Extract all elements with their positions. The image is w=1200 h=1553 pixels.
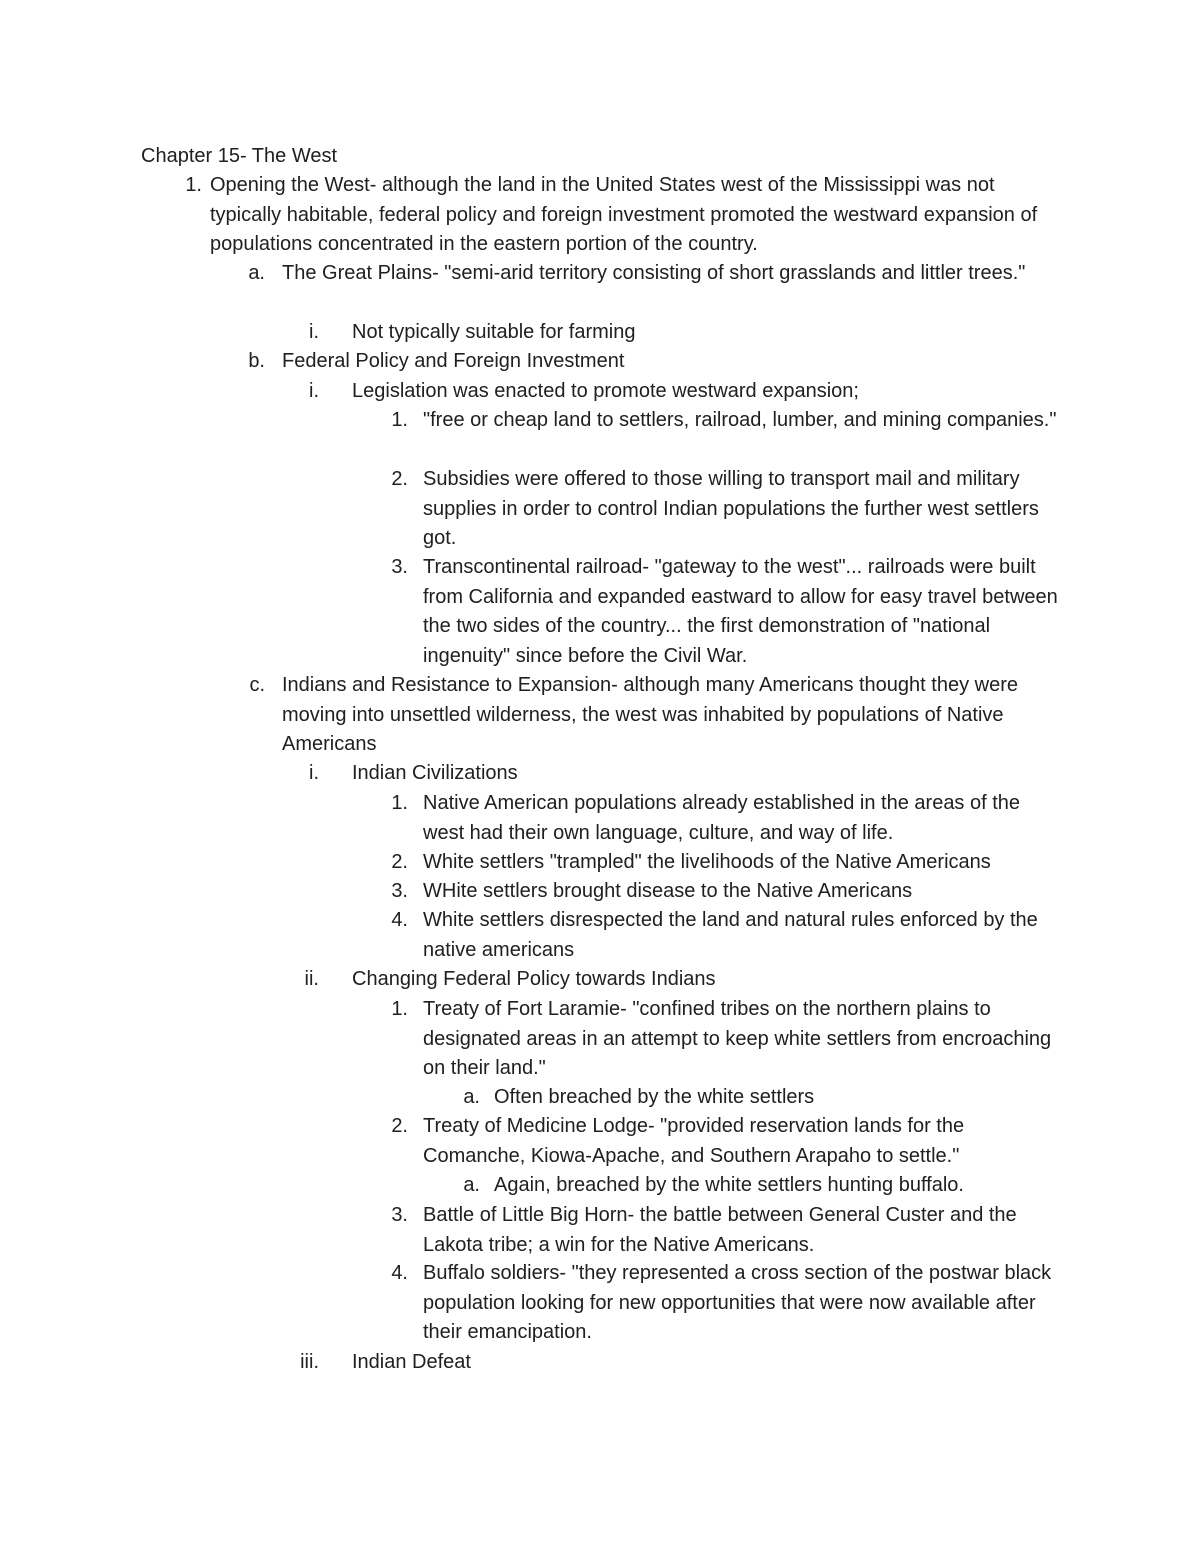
list-marker: i. (309, 380, 319, 402)
list-item-text: Federal Policy and Foreign Investment (282, 350, 625, 372)
list-item-text: Often breached by the white settlers (494, 1086, 815, 1108)
list-marker: c. (249, 674, 265, 696)
outline-item (463, 1083, 1054, 1113)
list-item-text: Battle of Little Big Horn- the battle between General Custer and the Lakota tribe; a win for the Native Americans. (423, 1204, 1017, 1256)
outline-item (248, 259, 1062, 289)
list-item-text: Buffalo soldiers- "they represented a cross section of the postwar black population looking for new opportunities that were now available after their emancipation. (423, 1262, 1052, 1343)
list-item-text: Subsidies were offered to those willing to transport mail and military supplies in order to control Indian populations the further west settlers got. (423, 468, 1039, 549)
list-item-text: Treaty of Fort Laramie- "confined tribes on the northern plains to designated areas in an attempt to keep white settlers from encroaching on their land." (423, 998, 1052, 1079)
list-item-text: Native American populations already established in the areas of the west had their own language, culture, and way of life. (423, 792, 1021, 844)
list-marker: 1. (391, 998, 408, 1020)
list-marker: b. (248, 350, 265, 372)
outline-item (391, 789, 1063, 848)
list-item-text: Not typically suitable for farming (352, 321, 636, 343)
outline-item (309, 318, 1062, 348)
list-item-text: White settlers "trampled" the livelihoods of the Native Americans (423, 851, 991, 873)
list-marker: a. (463, 1086, 480, 1108)
outline-item (391, 1259, 1063, 1348)
outline-item (391, 848, 1063, 878)
outline-item (304, 965, 1062, 995)
list-item-text: Indian Civilizations (352, 762, 518, 784)
list-item-text: Transcontinental railroad- "gateway to the west"... railroads were built from California and expanded eastward to allow for easy travel between the two sides of the country... the first demonstration of "national ingenuity" since before the Civil War. (423, 556, 1058, 667)
outline-item (391, 995, 1063, 1084)
list-item-text: The Great Plains- "semi-arid territory consisting of short grasslands and littler trees." (282, 262, 1026, 284)
outline-item (249, 671, 1062, 760)
list-marker: 2. (391, 468, 408, 490)
list-item-text: Legislation was enacted to promote westward expansion; (352, 380, 859, 402)
list-marker: 3. (391, 1204, 408, 1226)
list-marker: 1. (391, 792, 408, 814)
list-marker: 2. (391, 1115, 408, 1137)
list-marker: a. (248, 262, 265, 284)
outline-item (248, 347, 1062, 377)
outline-item (391, 1112, 1063, 1171)
list-marker: 4. (391, 1262, 408, 1284)
outline-item (391, 406, 1063, 436)
list-marker: i. (309, 762, 319, 784)
list-marker: i. (309, 321, 319, 343)
outline-item (391, 1201, 1063, 1260)
list-item-text: Treaty of Medicine Lodge- "provided reservation lands for the Comanche, Kiowa-Apache, and Southern Arapaho to settle." (423, 1115, 965, 1167)
document-heading: Chapter 15- The West (141, 145, 338, 167)
outline-item (391, 465, 1063, 554)
outline-item (463, 1171, 1054, 1201)
list-marker: a. (463, 1174, 480, 1196)
list-item-text: "free or cheap land to settlers, railroad, lumber, and mining companies." (423, 409, 1057, 431)
list-marker: ii. (304, 968, 319, 990)
outline-item (391, 877, 1063, 907)
list-item-text: Changing Federal Policy towards Indians (352, 968, 716, 990)
list-marker: 2. (391, 851, 408, 873)
list-item-text: White settlers disrespected the land and natural rules enforced by the native americans (423, 909, 1038, 961)
outline-item (300, 1348, 1062, 1378)
outline-item (309, 377, 1062, 407)
outline-item (185, 171, 1070, 260)
list-marker: 3. (391, 880, 408, 902)
outline-item (309, 759, 1062, 789)
list-item-text: Again, breached by the white settlers hunting buffalo. (494, 1174, 964, 1196)
list-marker: 1. (391, 409, 408, 431)
list-marker: 3. (391, 556, 408, 578)
list-marker: 1. (185, 174, 202, 196)
list-item-text: Indian Defeat (352, 1351, 471, 1373)
list-item-text: Indians and Resistance to Expansion- although many Americans thought they were moving into unsettled wilderness, the west was inhabited by populations of Native Americans (282, 674, 1018, 755)
list-marker: iii. (300, 1351, 319, 1373)
outline-item (391, 553, 1063, 671)
list-item-text: Opening the West- although the land in the United States west of the Mississippi was not typically habitable, federal policy and foreign investment promoted the westward expansion of populations concentrated in the eastern portion of the country. (210, 174, 1038, 255)
list-marker: 4. (391, 909, 408, 931)
list-item-text: WHite settlers brought disease to the Native Americans (423, 880, 913, 902)
outline-item (391, 906, 1063, 965)
